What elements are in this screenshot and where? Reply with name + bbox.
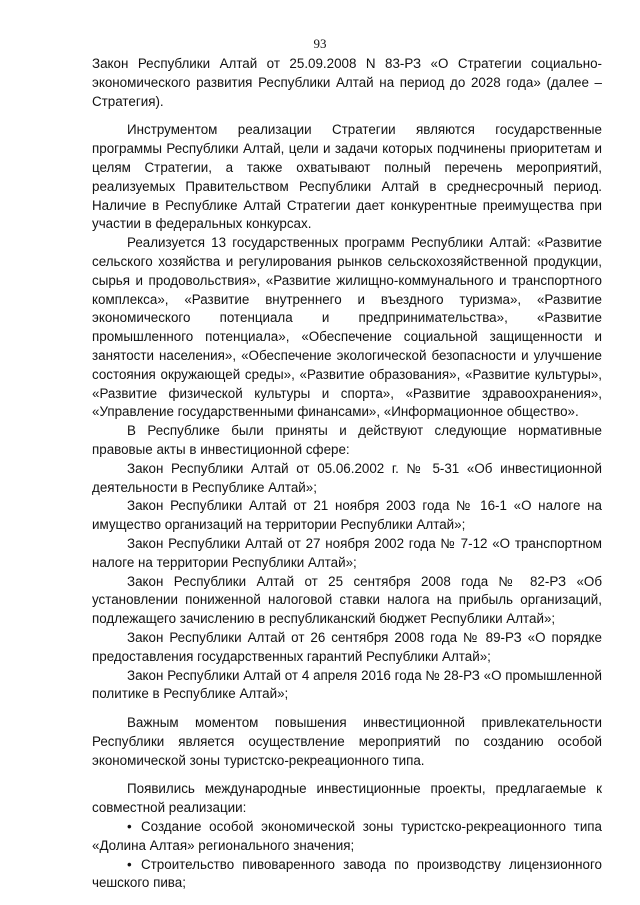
paragraph-law-transport-tax: Закон Республики Алтай от 27 ноября 2002 года № 7-12 «О транспортном налоге на территории Республики Алтай»; <box>92 535 602 570</box>
page-number: 93 <box>313 36 327 51</box>
paragraph-state-programs: Реализуется 13 государственных программ Республики Алтай: «Развитие сельского хозяйства и регулирования рынков сельскохозяйственной продукции, сырья и продовольствия», «Развитие жилищно-коммунального и транспортного комплекса», «Развитие внутреннего и въездного туризма», «Развитие экономического потенциала и предпринимательства», «Развитие промышленного потенциала», «Обеспечение социальной защищенности и занятости населения», «Обеспечение экологической безопасности и улучшение состояния окружающей среды», «Развитие образования», «Развитие культуры», «Развитие физической культуры и спорта», «Развитие здравоохранения», «Управление государственными финансами», «Информационное общество». <box>92 235 602 420</box>
bullet-marker: • <box>127 819 132 835</box>
paragraph-special-economic-zone: Важным моментом повышения инвестиционной привлекательности Республики является осуществление мероприятий по созданию особой экономической зоны туристско-рекреационного типа. <box>92 715 602 768</box>
list-item-text: Создание особой экономической зоны туристско-рекреационного типа «Долина Алтая» регионального значения; <box>92 819 602 853</box>
paragraph-normative-acts-intro: В Республике были приняты и действуют следующие нормативные правовые акты в инвестиционной сфере: <box>92 423 602 457</box>
paragraph-law-profit-tax: Закон Республики Алтай от 25 сентября 2008 года № 82-РЗ «Об установлении пониженной налоговой ставки налога на прибыль организаций, подлежащего зачислению в республиканский бюджет Республики Алтай»; <box>92 573 602 627</box>
paragraph-law-investment: Закон Республики Алтай от 05.06.2002 г. № 5-31 «Об инвестиционной деятельности в Республике Алтай»; <box>92 460 602 495</box>
paragraph-law-property-tax: Закон Республики Алтай от 21 ноября 2003 года № 16-1 «О налоге на имущество организаций на территории Республики Алтай»; <box>92 498 602 533</box>
list-item <box>92 856 602 894</box>
paragraph-law-industrial-policy: Закон Республики Алтай от 4 апреля 2016 года № 28-РЗ «О промышленной политике в Республике Алтай»; <box>92 667 602 702</box>
list-item <box>92 818 602 856</box>
list-item-text: Строительство пивоваренного завода по производству лицензионного чешского пива; <box>92 856 602 891</box>
paragraph-strategy-law: Закон Республики Алтай от 25.09.2008 N 83-РЗ «О Стратегии социально-экономического развития Республики Алтай на период до 2028 года» (далее – Стратегия). <box>92 56 602 109</box>
bullet-marker: • <box>127 856 132 872</box>
paragraph-international-projects: Появились международные инвестиционные проекты, предлагаемые к совместной реализации: <box>92 781 602 816</box>
document-body <box>92 55 602 893</box>
paragraph-law-state-guarantees: Закон Республики Алтай от 26 сентября 2008 года № 89-РЗ «О порядке предоставления государственных гарантий Республики Алтай»; <box>92 629 602 664</box>
paragraph-strategy-instrument: Инструментом реализации Стратегии являются государственные программы Республики Алтай, цели и задачи которых подчинены приоритетам и целям Стратегии, а также охватывают полный перечень мероприятий, реализуемых Правительством Республики Алтай в среднесрочный период. Наличие в Республике Алтай Стратегии дает конкурентные преимущества при участии в федеральных конкурсах. <box>92 122 602 232</box>
